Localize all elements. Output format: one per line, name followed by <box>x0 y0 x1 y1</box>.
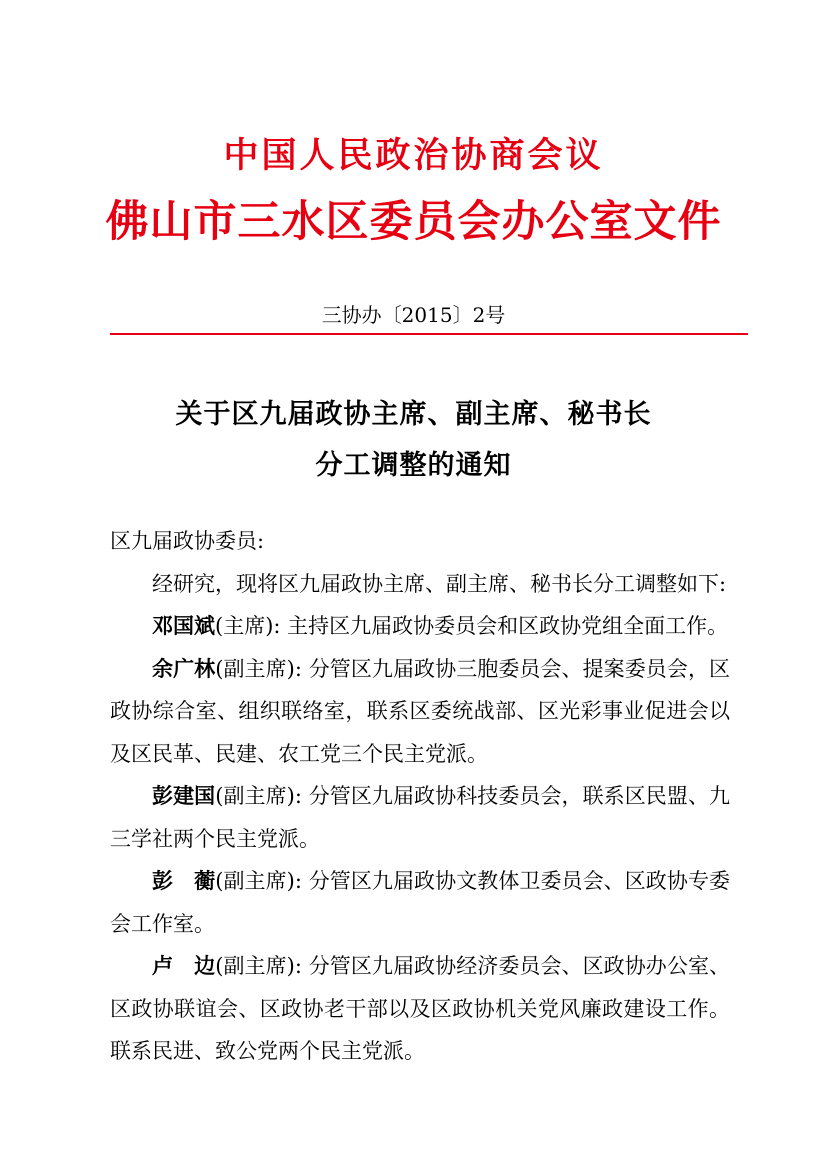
assignment-paragraph <box>110 945 730 1073</box>
salutation: 区九届政协委员: <box>110 529 265 553</box>
document-title-line2: 分工调整的通知 <box>315 450 512 481</box>
person-name: 彭 蘅 <box>152 868 216 893</box>
person-name: 彭建国 <box>152 783 216 808</box>
issuer-header-line2: 佛山市三水区委员会办公室文件 <box>105 197 722 247</box>
assignment-paragraph <box>110 648 730 776</box>
assignment-paragraph <box>110 605 730 648</box>
issuer-header-line1: 中国人民政治协商会议 <box>223 135 604 176</box>
person-duty: : 分管区九届政协经济委员会、区政协办公室、区政协联谊会、区政协老干部以及区政协机关党风廉政建设工作。联系民进、致公党两个民主党派。 <box>110 954 731 1063</box>
person-role: (副主席) <box>215 784 295 808</box>
assignment-paragraph <box>110 860 730 945</box>
document-number: 三协办〔2015〕2号 <box>321 303 506 327</box>
person-duty: : 主持区九届政协委员会和区政协党组全面工作。 <box>273 614 729 638</box>
person-role: (副主席) <box>215 656 295 681</box>
document-title-line1: 关于区九届政协主席、副主席、秘书长 <box>175 399 652 430</box>
person-name: 余广林 <box>152 655 216 681</box>
document-body <box>110 520 730 1073</box>
person-duty: : 分管区九届政协文教体卫委员会、区政协专委会工作室。 <box>110 869 731 936</box>
person-name: 卢 边 <box>152 953 216 978</box>
person-role: (副主席) <box>215 869 295 893</box>
person-role: (副主席) <box>215 954 295 978</box>
person-duty: : 分管区九届政协三胞委员会、提案委员会，区政协综合室、组织联络室，联系区委统战部、区光彩事业促进会以及区民革、民建、农工党三个民主党派。 <box>110 656 731 766</box>
red-divider <box>110 333 748 335</box>
person-role: (主席) <box>215 614 274 638</box>
assignment-paragraph <box>110 775 730 860</box>
person-name: 邓国斌 <box>152 613 215 638</box>
person-duty: : 分管区九届政协科技委员会，联系区民盟、九三学社两个民主党派。 <box>110 784 731 851</box>
intro-paragraph: 经研究，现将区九届政协主席、副主席、秘书长分工调整如下: <box>152 571 727 596</box>
